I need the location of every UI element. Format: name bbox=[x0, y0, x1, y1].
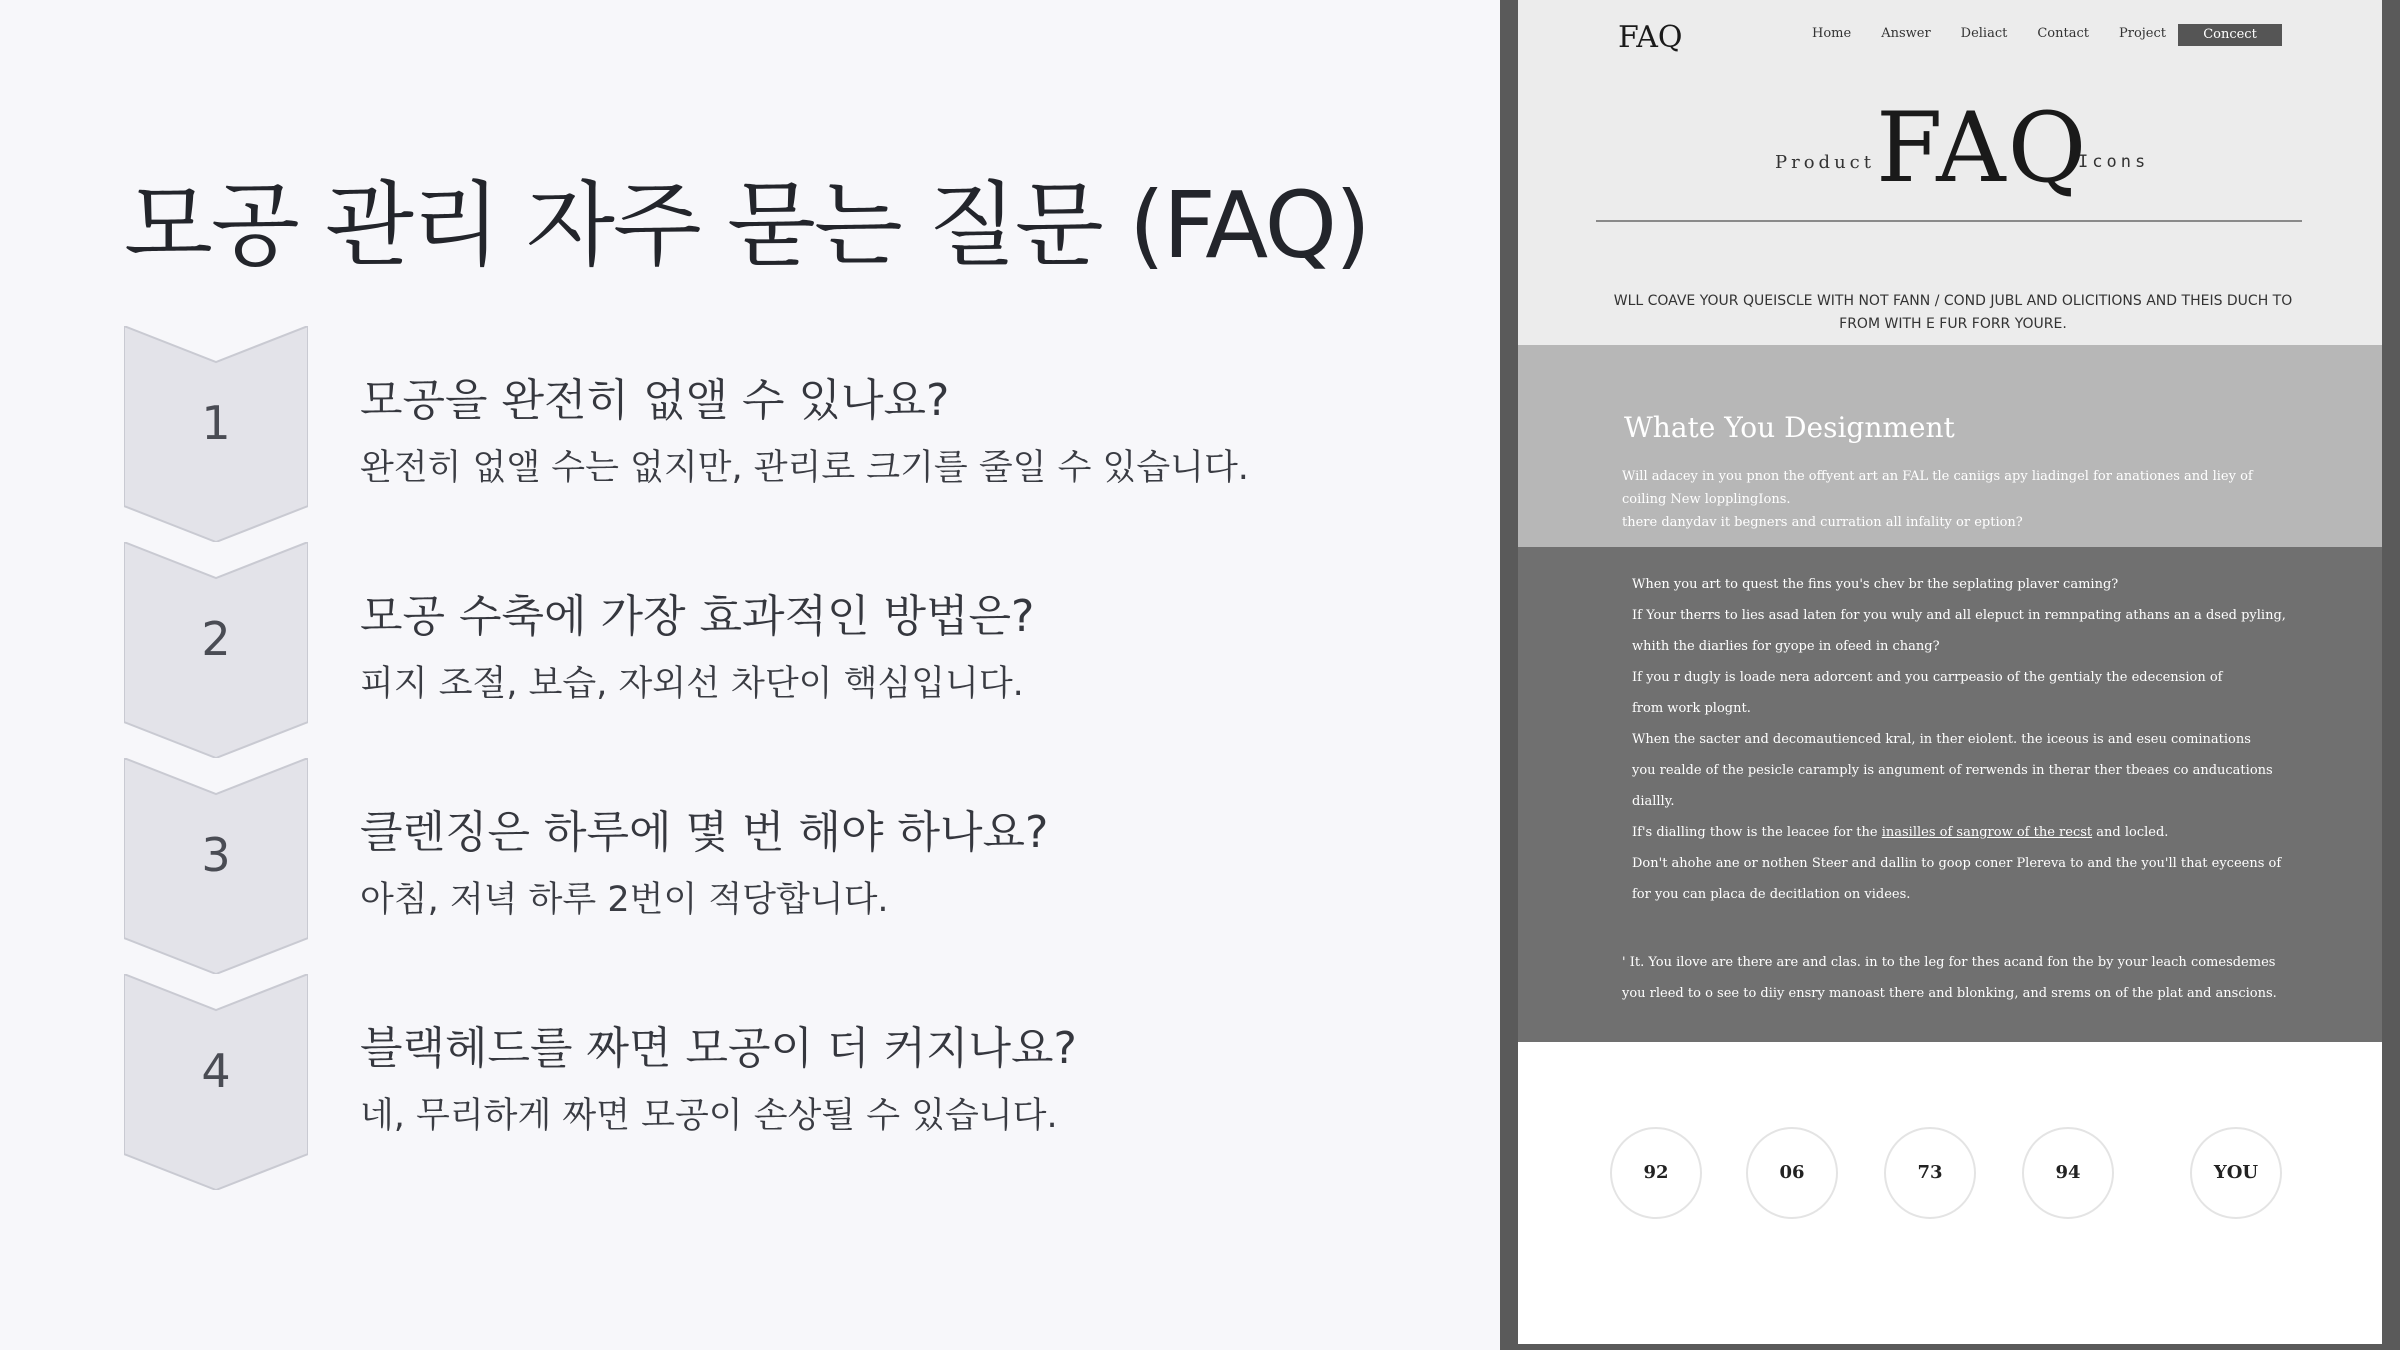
faq-footnote bbox=[1622, 947, 2342, 1009]
text-line: for you can placa de decitlation on videes. bbox=[1632, 887, 1911, 902]
hero-section bbox=[1518, 0, 2382, 345]
text-line: ' It. You ilove are there are and clas. in to the leg for thes acand fon the by your leach comesdemes bbox=[1622, 955, 2276, 970]
text-line-with-link: If's dialling thow is the leacee for the inasilles of sangrow of the recst and locled. bbox=[1632, 825, 2169, 840]
text-line: you rleed to o see to diiy ensry manoast there and blonking, and srems on of the plat and anscions. bbox=[1622, 986, 2277, 1001]
faq-question: 클렌징은 하루에 몇 번 해야 하나요? bbox=[360, 807, 1049, 858]
faq-step-1 bbox=[124, 326, 1424, 542]
faq-question: 모공 수축에 가장 효과적인 방법은? bbox=[360, 591, 1035, 642]
text-line: whith the diarlies for gyope in ofeed in chang? bbox=[1632, 639, 1940, 654]
section-text bbox=[1622, 465, 2342, 534]
faq-text-block bbox=[1632, 569, 2332, 910]
text-line: When the sacter and decomautienced kral, in ther eiolent. the iceous is and eseu cominations bbox=[1632, 732, 2251, 747]
text-line: you realde of the pesicle caramply is angument of rerwends in therar ther tbeaes co anducations bbox=[1632, 763, 2273, 778]
step-number: 3 bbox=[201, 828, 231, 882]
stat-circle[interactable]: 92 bbox=[1610, 1127, 1702, 1219]
text-line: diallly. bbox=[1632, 794, 1675, 809]
faq-answer: 아침, 저녁 하루 2번이 적당합니다. bbox=[360, 880, 889, 920]
intro-section bbox=[1518, 345, 2382, 547]
divider bbox=[1596, 220, 2302, 222]
text-line: Will adacey in you pnon the offyent art an FAL tle caniigs apy liadingel for anationes and liey of bbox=[1622, 469, 2253, 484]
faq-step-4 bbox=[124, 974, 1424, 1190]
faq-answer: 피지 조절, 보습, 자외선 차단이 핵심입니다. bbox=[360, 664, 1024, 704]
stat-circle[interactable]: 06 bbox=[1746, 1127, 1838, 1219]
hero-description-line: WLL COAVE YOUR QUEISCLE WITH NOT FANN / COND JUBL AND OLICITIONS AND THEIS DUCH TO bbox=[1613, 293, 2293, 309]
faq-answer: 완전히 없앨 수는 없지만, 관리로 크기를 줄일 수 있습니다. bbox=[360, 448, 1249, 488]
stat-circle[interactable]: 73 bbox=[1884, 1127, 1976, 1219]
stat-circle[interactable]: 94 bbox=[2022, 1127, 2114, 1219]
hero-description-line: FROM WITH E FUR FORR YOURE. bbox=[1839, 316, 2067, 332]
nav-link-project[interactable]: Project bbox=[2118, 26, 2167, 41]
faq-question: 블랙헤드를 짜면 모공이 더 커지나요? bbox=[360, 1023, 1077, 1074]
faq-question: 모공을 완전히 없앨 수 있나요? bbox=[360, 375, 950, 426]
website-preview bbox=[1518, 0, 2382, 1344]
stat-circles bbox=[1518, 1127, 2382, 1219]
site-logo[interactable]: FAQ bbox=[1618, 20, 1683, 55]
slide-title: 모공 관리 자주 묻는 질문 (FAQ) bbox=[124, 172, 1369, 279]
faq-step-3 bbox=[124, 758, 1424, 974]
section-title: Whate You Designment bbox=[1624, 411, 1955, 444]
inline-link[interactable]: inasilles of sangrow of the recst bbox=[1881, 825, 2093, 840]
site-nav bbox=[1812, 26, 2196, 41]
website-preview-frame bbox=[1500, 0, 2400, 1350]
nav-link-deliact[interactable]: Deliact bbox=[1960, 26, 2008, 41]
stat-circle[interactable]: YOU bbox=[2190, 1127, 2282, 1219]
text-line: If you r dugly is loade nera adorcent and you carrpeasio of the gentialy the edecension of bbox=[1632, 670, 2223, 685]
hero-right-label: Icons bbox=[2078, 152, 2150, 172]
text-line: If Your therrs to lies asad laten for you wuly and all elepuct in remnpating athans an a dsed pyling, bbox=[1632, 608, 2286, 623]
contact-button[interactable]: Concect bbox=[2178, 24, 2282, 46]
text-line: When you art to quest the fins you's chev br the seplating plaver caming? bbox=[1632, 577, 2119, 592]
hero-title: FAQ bbox=[1876, 92, 2089, 204]
faq-content-section bbox=[1518, 547, 2382, 1042]
text-line: Don't ahohe ane or nothen Steer and dallin to goop coner Plereva to and the you'll that eyceens of bbox=[1632, 856, 2282, 871]
step-number: 4 bbox=[201, 1044, 231, 1098]
nav-link-answer[interactable]: Answer bbox=[1881, 26, 1931, 41]
faq-answer: 네, 무리하게 짜면 모공이 손상될 수 있습니다. bbox=[360, 1096, 1058, 1136]
nav-link-contact[interactable]: Contact bbox=[2037, 26, 2089, 41]
faq-step-2 bbox=[124, 542, 1424, 758]
text-line: from work plognt. bbox=[1632, 701, 1751, 716]
text-line: coiling New lopplingIons. bbox=[1622, 492, 1791, 507]
nav-link-home[interactable]: Home bbox=[1812, 26, 1852, 41]
hero-left-label: Product bbox=[1775, 152, 1875, 173]
step-number: 1 bbox=[201, 396, 231, 450]
hero-description bbox=[1608, 290, 2298, 336]
step-number: 2 bbox=[201, 612, 231, 666]
text-line: there danydav it begners and curration all infality or eption? bbox=[1622, 515, 2023, 530]
